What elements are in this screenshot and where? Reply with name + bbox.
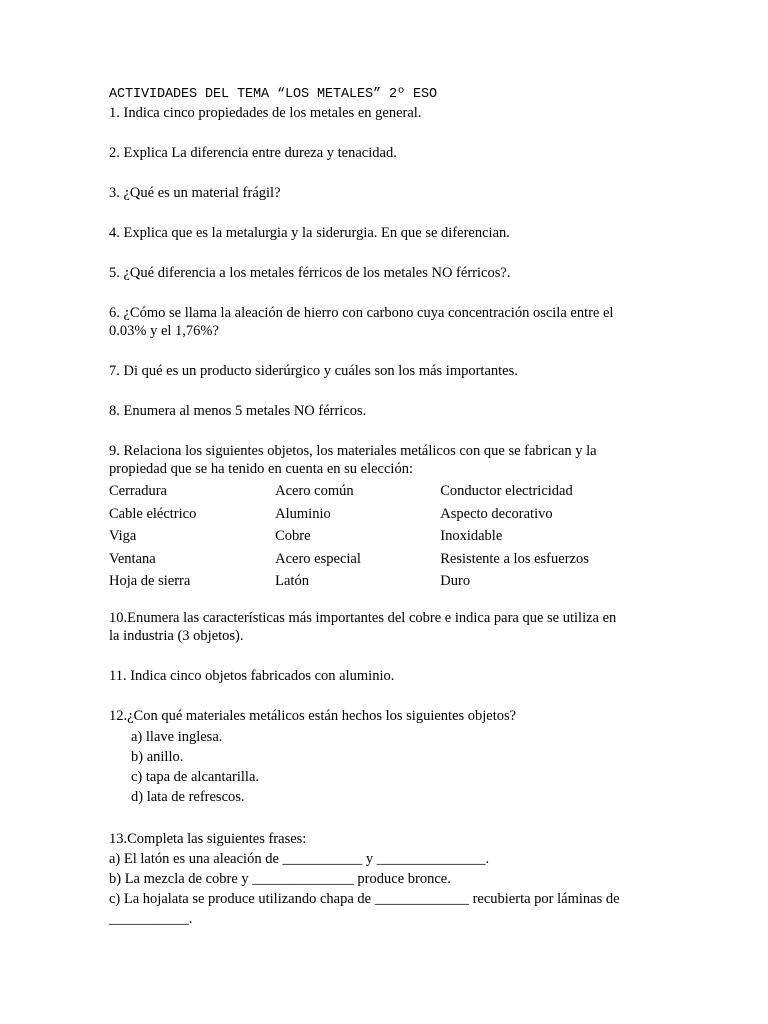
material-cell: Aluminio	[275, 505, 331, 522]
relation-table	[109, 482, 669, 595]
question-4: 4. Explica que es la metalurgia y la siderurgia. En que se diferencian.	[109, 225, 510, 241]
question-13	[109, 829, 669, 929]
object-cell: Viga	[109, 528, 137, 544]
question-1: 1. Indica cinco propiedades de los metales en general.	[109, 105, 422, 121]
object-cell: Cable eléctrico	[109, 505, 197, 522]
worksheet-page	[109, 86, 669, 951]
question-2: 2. Explica La diferencia entre dureza y tenacidad.	[109, 145, 397, 161]
question-12	[109, 707, 669, 807]
question-7: 7. Di qué es un producto siderúrgico y cuáles son los más importantes.	[109, 363, 518, 379]
table-row	[109, 527, 669, 550]
question-6	[109, 304, 669, 340]
question-10-line-1: 10.Enumera las características más importantes del cobre e indica para que se utiliza en	[109, 609, 617, 626]
property-cell: Duro	[440, 573, 471, 589]
fill-sentence-c-line-1: c) La hojalata se produce utilizando chapa de _____________ recubierta por láminas de	[109, 890, 620, 907]
question-11: 11. Indica cinco objetos fabricados con aluminio.	[109, 667, 395, 684]
material-cell: Latón	[275, 573, 309, 589]
question-8: 8. Enumera al menos 5 metales NO férricos.	[109, 403, 367, 419]
object-cell: Cerradura	[109, 483, 167, 499]
list-item: c) tapa de alcantarilla.	[131, 768, 260, 785]
question-9-line-1: 9. Relaciona los siguientes objetos, los materiales metálicos con que se fabrican y la	[109, 443, 597, 459]
property-cell: Inoxidable	[440, 528, 503, 544]
question-9	[109, 442, 669, 595]
object-cell: Ventana	[109, 550, 156, 567]
list-item: b) anillo.	[131, 748, 184, 765]
question-12-prompt: 12.¿Con qué materiales metálicos están hechos los siguientes objetos?	[109, 707, 517, 724]
fill-sentence-c-line-2: ___________.	[109, 910, 193, 927]
property-cell: Aspecto decorativo	[440, 505, 553, 522]
question-9-line-2: propiedad que se ha tenido en cuenta en su elección:	[109, 461, 413, 477]
material-cell: Acero común	[275, 483, 354, 499]
table-row	[109, 572, 669, 595]
question-3: 3. ¿Qué es un material frágil?	[109, 185, 281, 201]
question-5: 5. ¿Qué diferencia a los metales férricos de los metales NO férricos?.	[109, 265, 511, 281]
question-10	[109, 609, 669, 645]
property-cell: Resistente a los esfuerzos	[440, 550, 589, 567]
question-6-line-1: 6. ¿Cómo se llama la aleación de hierro con carbono cuya concentración oscila entre el	[109, 305, 614, 321]
material-cell: Cobre	[275, 528, 311, 544]
object-cell: Hoja de sierra	[109, 573, 191, 589]
question-13-prompt: 13.Completa las siguientes frases:	[109, 830, 307, 847]
fill-sentence-a: a) El latón es una aleación de ___________ y _______________.	[109, 850, 490, 867]
worksheet-title: ACTIVIDADES DEL TEMA “LOS METALES” 2º ESO	[109, 87, 438, 102]
question-10-line-2: la industria (3 objetos).	[109, 627, 244, 644]
question-12-items	[131, 727, 669, 807]
fill-sentence-b: b) La mezcla de cobre y ______________ produce bronce.	[109, 870, 451, 887]
table-row	[109, 550, 669, 573]
list-item: d) lata de refrescos.	[131, 788, 245, 805]
property-cell: Conductor electricidad	[440, 483, 573, 499]
list-item: a) llave inglesa.	[131, 728, 223, 745]
question-6-line-2: 0.03% y el 1,76%?	[109, 323, 219, 339]
table-row	[109, 482, 669, 505]
material-cell: Acero especial	[275, 550, 361, 567]
table-row	[109, 505, 669, 528]
